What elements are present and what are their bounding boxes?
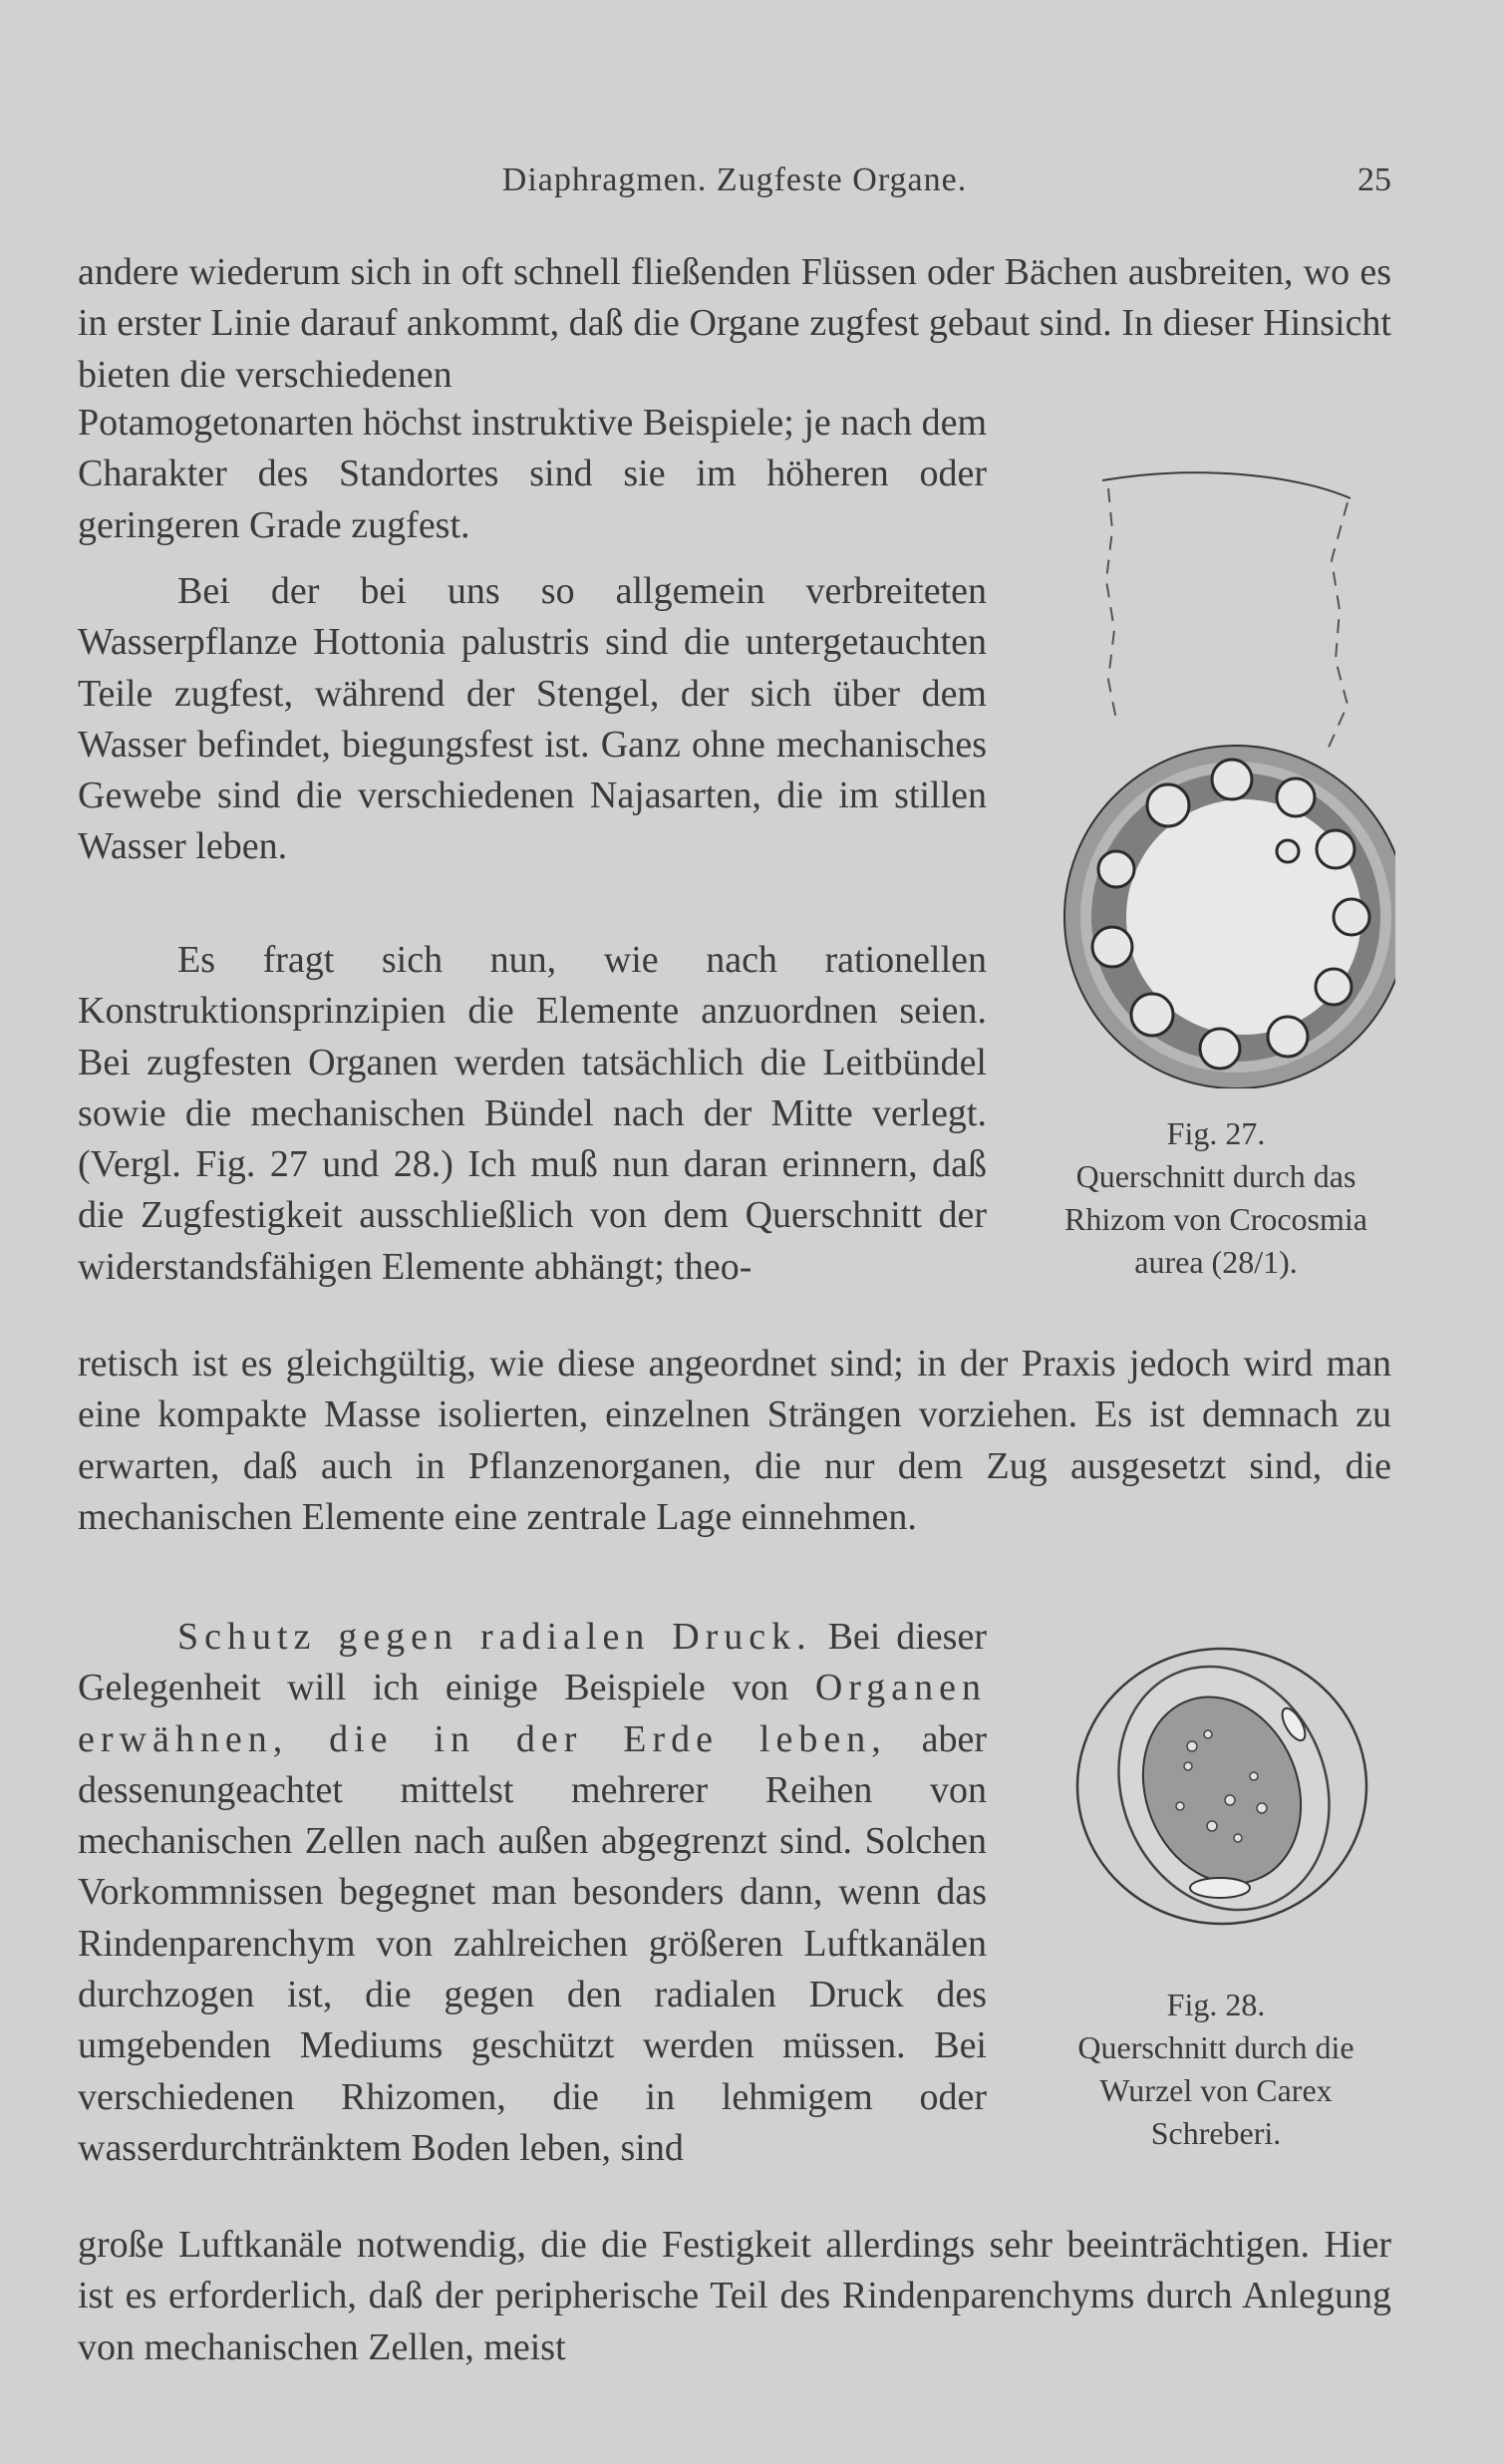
paragraph-4-narrow [78,1612,987,2174]
paragraph-1-full: andere wiederum sich in oft schnell fließenden Flüssen oder Bächen ausbreiten, wo es in erster Linie darauf ankommt, daß die Organe zugfest gebaut sind. In dieser Hinsicht bieten die verschiedenen [78,251,1391,396]
figure-28-illustration [1062,1617,1381,1956]
figure-27-caption-line-3: aurea (28/1). [1134,1244,1298,1280]
figure-27-label: Fig. 27. [1166,1115,1266,1151]
paragraph-1-narrow: Potamogetonarten höchst instruktive Beispiele; je nach dem Charakter des Standortes sind sie im höheren oder geringeren Grade zugfest. [78,402,987,546]
running-title: Diaphragmen. Zugfeste Organe. [501,161,968,198]
figure-28-caption-line-1: Querschnitt durch die [1077,2029,1354,2065]
figure-27-caption [1027,1112,1405,1284]
figure-28-caption-line-2: Wurzel von Carex [1099,2072,1333,2108]
section-heading: Schutz gegen radialen Druck. [177,1616,812,1658]
figure-27-caption-line-1: Querschnitt durch das [1075,1158,1356,1194]
paragraph-4-spaced-text: Organen erwähnen, die in der Erde leben, [78,1667,987,1760]
figure-27-illustration [1037,461,1395,1088]
paragraph-3-full: retisch ist es gleichgültig, wie diese angeordnet sind; in der Praxis jedoch wird man eine kompakte Masse isolierten, einzelnen Strängen vorziehen. Es ist demnach zu erwarten, daß auch in Pflanzenorganen, die nur dem Zug ausgesetzt sind, die mechanischen Elemente eine zentrale Lage einnehmen. [78,1343,1391,1538]
figure-28-label: Fig. 28. [1166,1987,1266,2022]
paragraph-4-full: große Luftkanäle notwendig, die die Festigkeit allerdings sehr beeinträchtigen. Hier ist es erforderlich, daß der peripherische Teil des Rindenparenchyms durch Anlegung von mechanischen Zellen, meist [78,2224,1391,2368]
paragraph-3-narrow: Es fragt sich nun, wie nach rationellen Konstruktionsprinzipien die Elemente anzuordnen seien. Bei zugfesten Organen werden tatsächlich die Leitbündel sowie die mechanischen Bündel nach der Mitte verlegt. (Vergl. Fig. 27 und 28.) Ich muß nun daran erinnern, daß die Zugfestigkeit ausschließlich von dem Querschnitt der widerstandsfähigen Elemente abhängt; theo- [78,939,987,1288]
paragraph-4-text-a: Bei dieser Gelegenheit will ich einige Beispiele von [78,1616,987,1709]
paragraph-4-text-b: aber dessenungeachtet mittelst mehrerer Reihen von mechanischen Zellen nach außen abgegrenzt sind. Solchen Vorkommnissen begegnet man besonders dann, wenn das Rindenparenchym von zahlreichen größeren Luftkanälen durchzogen ist, die gegen den radialen Druck des umgebenden Mediums geschützt werden müssen. Bei verschiedenen Rhizomen, die in lehmigem oder wasserdurchtränktem Boden leben, sind [78,1717,987,2169]
running-header [78,161,1391,205]
paragraph-2: Bei der bei uns so allgemein verbreiteten Wasserpflanze Hottonia palustris sind die untergetauchten Teile zugfest, während der Stengel, der sich über dem Wasser befindet, biegungsfest ist. Ganz ohne mechanisches Gewebe sind die verschiedenen Najasarten, die im stillen Wasser leben. [78,570,987,868]
figure-27-caption-line-2: Rhizom von Crocosmia [1064,1201,1367,1237]
figure-28-caption [1027,1984,1405,2155]
figure-28-caption-line-3: Schreberi. [1150,2115,1282,2151]
page-number: 25 [1357,161,1391,198]
